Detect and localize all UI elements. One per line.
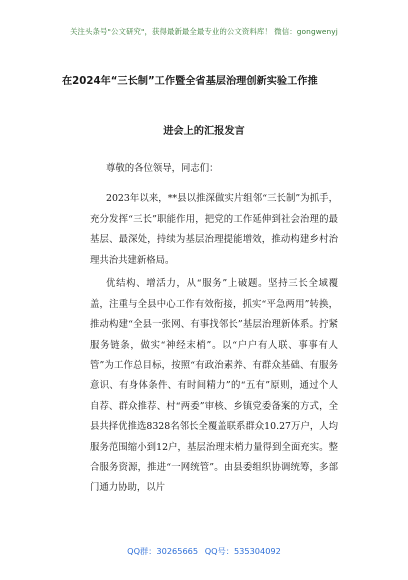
document-title-line-1: 在2024年“三长制”工作暨全省基层治理创新实验工作推 <box>62 76 318 87</box>
greeting: 尊敬的各位领导，同志们： <box>106 163 219 174</box>
paragraph-2: 优结构、增活力，从“服务”上破题。坚持三长全域覆盖，注重与全县中心工作有效衔接，抓实“平急两用”转换，推动构建“全县一张网、有事找邻长”基层治理新体系。拧紧服务链条，做实“神经末梢”。以“户户有人联、事事有人管”为工作总目标，按照“有政治素养、有群众基础、有服务意识、有身体条件、有时间精力”的“五有”原则，通过个人自荐、群众推荐、村“两委”审核、乡镇党委备案的方式，全县共择优推选8328名邻长全覆盖联系群众10.27万户，人均服务范围缩小到12户，基层治理末梢力量得到全面充实。整合服务资源，推进“一网统管”。由县委组织协调统筹，多部门通力协助，以片 <box>90 278 338 494</box>
header-banner: 关注头条号"公文研究"，获得最新最全最专业的公文资料库！ 微信：gongwenyj <box>70 27 338 36</box>
footer-contact: QQ群：30265665 QQ号：535304092 <box>127 546 281 556</box>
document-title-line-2: 进会上的汇报发言 <box>163 126 245 137</box>
paragraph-1: 2023年以来，**县以推深做实片组邻“三长制”为抓手，充分发挥“三长”职能作用，把党的工作延伸到社会治理的最基层、最深处，持续为基层治理提能增效，推动构建乡村治理共治共建新格局。 <box>90 193 338 266</box>
